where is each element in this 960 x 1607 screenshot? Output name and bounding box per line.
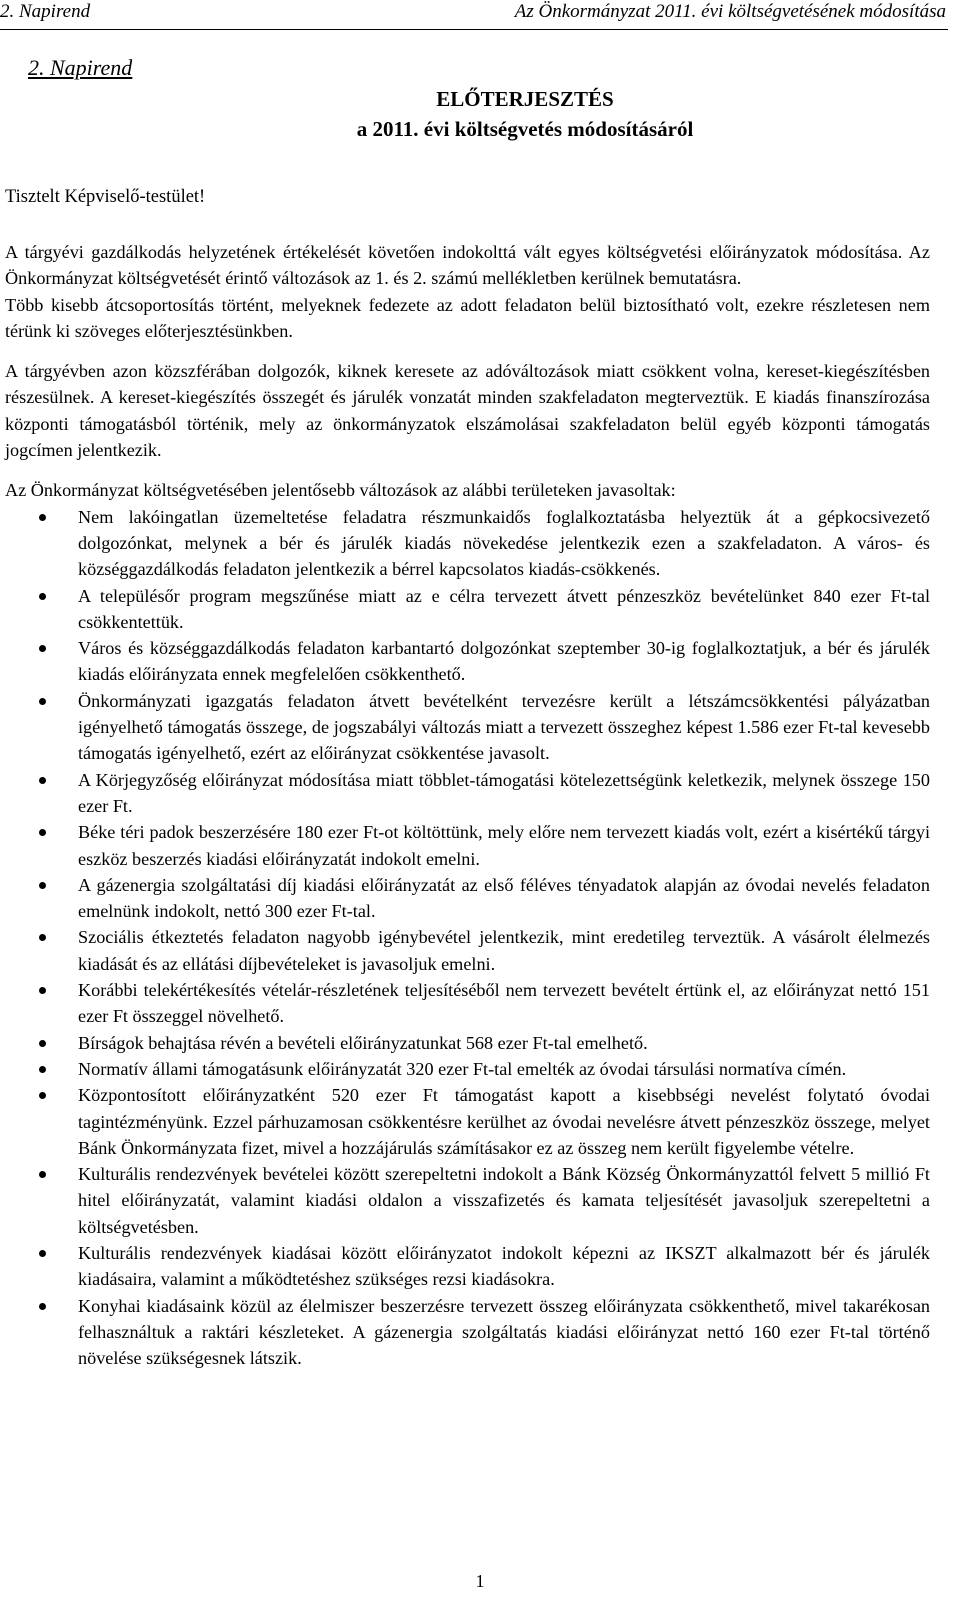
paragraph: A tárgyévben azon közszférában dolgozók, kiknek keresete az adóváltozások miatt csökkent volna, kereset-kiegészítésben részesülnek. A kereset-kiegészítés összegét és járulék vonzatát minden szakfeladaton megterveztük. E kiadás finanszírozása központi támogatásból történik, mely az önkormányzatok elszámolásai szakfeladaton belül egyéb központi támogatás jogcímen jelentkezik.	[5, 361, 930, 461]
bullet-icon	[39, 777, 46, 784]
bullet-icon	[39, 1303, 46, 1310]
list-item	[5, 1056, 930, 1082]
list-item-text: Kulturális rendezvények bevételei között szerepeltetni indokolt a Bánk Község Önkormányzattól felvett 5 millió Ft hitel előirányzatát, valamint kiadási oldalon a visszafizetés és kamata teljesítését javasoljuk szerepeltetni a költségvetésben.	[78, 1164, 930, 1237]
agenda-heading: 2. Napirend	[28, 55, 133, 80]
list-item-text: A Körjegyzőség előirányzat módosítása miatt többlet-támogatási kötelezettségünk keletkezik, melynek összege 150 ezer Ft.	[78, 769, 930, 816]
bullet-icon	[39, 1171, 46, 1178]
document-body	[5, 239, 930, 1371]
list-item	[5, 819, 930, 872]
list-item-text: Bírságok behajtása révén a bevételi előirányzatunkat 568 ezer Ft-tal emelhető.	[78, 1032, 648, 1053]
title-line-1: ELŐTERJESZTÉS	[436, 87, 614, 111]
bullet-icon	[39, 1092, 46, 1099]
list-item-text: Város és községgazdálkodás feladaton karbantartó dolgozónkat szeptember 30-ig foglalkoztatjuk, a bér és járulék kiadás előirányzata ennek megfelelően csökkenthető.	[78, 638, 930, 685]
list-item	[5, 635, 930, 688]
paragraph: Több kisebb átcsoportosítás történt, melyeknek fedezete az adott feladaton belül biztosítható volt, ezekre részletesen nem térünk ki szöveges előterjesztésünkben.	[5, 294, 930, 341]
bullet-icon	[39, 1040, 46, 1047]
list-item	[5, 688, 930, 767]
bullet-icon	[39, 1066, 46, 1073]
list-item	[5, 583, 930, 636]
running-header-right: Az Önkormányzat 2011. évi költségvetésének módosítása	[514, 1, 946, 22]
bullet-icon	[39, 934, 46, 941]
list-item-text: Béke téri padok beszerzésére 180 ezer Ft-ot költöttünk, mely előre nem tervezett kiadás volt, ezért a kisértékű tárgyi eszköz beszerzés kiadási előirányzatát indokolt emelni.	[78, 822, 930, 869]
bullet-icon	[39, 645, 46, 652]
list-item	[5, 1240, 930, 1293]
header-divider	[0, 29, 948, 30]
list-item-text: Szociális étkeztetés feladaton nagyobb igénybevétel jelentkezik, mint eredetileg terveztük. A vásárolt élelmezés kiadását és az ellátási díjbevételeket is javasoljuk emelni.	[78, 927, 930, 974]
list-item-text: Kulturális rendezvények kiadásai között előirányzatot indokolt képezni az IKSZT alkalmazott bér és járulék kiadásaira, valamint a működtetéshez szükséges rezsi kiadásokra.	[78, 1242, 930, 1290]
list-item-text: A gázenergia szolgáltatási díj kiadási előirányzatát az első féléves tényadatok alapján az óvodai nevelés feladaton emelnünk indokolt, nettó 300 ezer Ft-tal.	[78, 874, 930, 922]
bullet-icon	[39, 882, 46, 889]
bullet-icon	[39, 829, 46, 836]
page-number: 1	[475, 1571, 485, 1591]
salutation: Tisztelt Képviselő-testület!	[5, 187, 206, 207]
list-item-text: Nem lakóingatlan üzemeltetése feladatra részmunkaidős foglalkoztatásba helyeztük át a gépkocsivezető dolgozónkat, melynek a bér és járulék kiadás növekedése jelentkezik ezen a szakfeladaton. A város- és községgazdálkodás feladaton jelentkezik a bérrel kapcsolatos kiadás-csökkenés.	[78, 506, 930, 580]
bullet-icon	[39, 514, 46, 521]
bullet-icon	[39, 987, 46, 994]
bullet-icon	[39, 593, 46, 600]
document-title	[0, 84, 960, 144]
list-item	[5, 872, 930, 925]
list-item-text: A településőr program megszűnése miatt az e célra tervezett átvett pénzeszköz bevételünket 840 ezer Ft-tal csökkentettük.	[78, 585, 930, 632]
list-item-text: Korábbi telekértékesítés vételár-részletének teljesítéséből nem tervezett bevételt értünk el, az előirányzat nettó 151 ezer Ft összeggel növelhető.	[78, 980, 930, 1027]
bullet-icon	[39, 1250, 46, 1257]
list-item	[5, 1293, 930, 1372]
paragraph: A tárgyévi gazdálkodás helyzetének értékelését követően indokolttá vált egyes költségvetési előirányzatok módosítása. Az Önkormányzat költségvetését érintő változások az 1. és 2. számú mellékletben kerülnek bemutatásra.	[5, 242, 930, 289]
list-item-text: Önkormányzati igazgatás feladaton átvett bevételként tervezésre került a létszámcsökkentési pályázatban igényelhető támogatás összege, de jogszabályi változás miatt a tervezett összeghez képest 1.586 ezer Ft-tal kevesebb támogatás igényelhető, ezért az előirányzat csökkentése javasolt.	[78, 690, 930, 764]
list-item	[5, 1161, 930, 1240]
list-item	[5, 977, 930, 1030]
running-header-left: 2. Napirend	[0, 1, 91, 22]
list-item	[5, 1082, 930, 1161]
list-item	[5, 504, 930, 583]
list-item	[5, 1030, 930, 1056]
list-item-text: Normatív állami támogatásunk előirányzatát 320 ezer Ft-tal emelték az óvodai társulási normatíva címén.	[78, 1058, 847, 1079]
paragraph: Az Önkormányzat költségvetésében jelentősebb változások az alábbi területeken javasoltak:	[5, 480, 676, 501]
list-item	[5, 924, 930, 977]
list-item	[5, 767, 930, 820]
changes-list	[5, 504, 930, 1372]
title-line-2: a 2011. évi költségvetés módosításáról	[356, 117, 694, 141]
list-item-text: Konyhai kiadásaink közül az élelmiszer beszerzésre tervezett összeg előirányzata csökkenthető, mivel takarékosan felhasználtuk a raktári készleteket. A gázenergia szolgáltatás kiadási előirányzat nettó 160 ezer Ft-tal történő növelése szükségesnek látszik.	[78, 1295, 930, 1369]
list-item-text: Központosított előirányzatként 520 ezer Ft támogatást kapott a kisebbségi nevelést folytató óvodai tagintézményünk. Ezzel párhuzamosan csökkentésre kerülhet az óvodai nevelésre átvett pénzeszköz összege, melyet Bánk Önkormányzata fizet, mivel a hozzájárulás számításakor ez az összeg nem került figyelembe vételre.	[78, 1085, 930, 1158]
bullet-icon	[39, 698, 46, 705]
